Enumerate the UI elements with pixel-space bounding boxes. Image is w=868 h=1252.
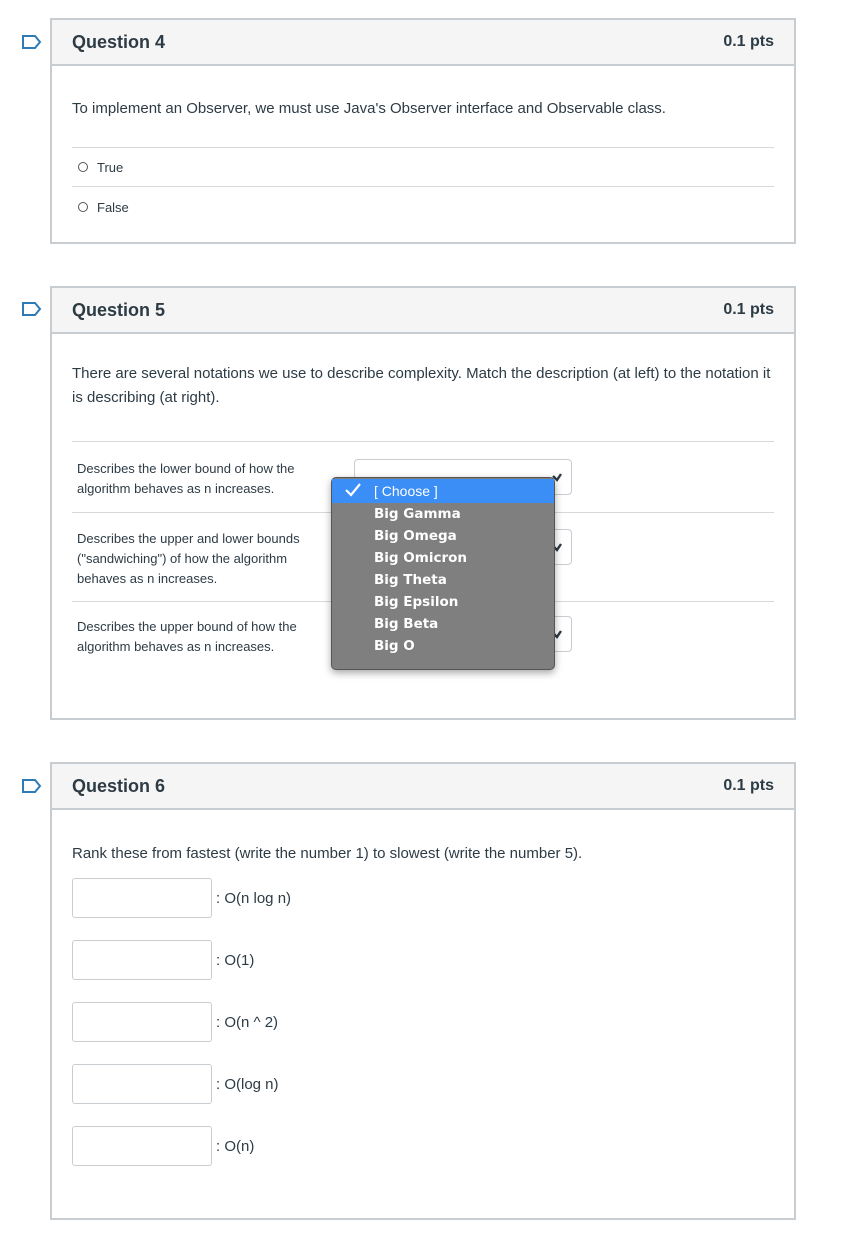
dropdown-option[interactable]: Big Omega [374,528,457,544]
rank-row [72,878,291,918]
rank-input[interactable] [72,1002,212,1042]
rank-label: : O(1) [216,951,255,969]
flag-question-5-icon[interactable] [22,302,42,316]
match-description: Describes the upper bound of how the algorithm behaves as n increases. [77,619,297,654]
question-header [52,288,794,334]
question-header [52,764,794,810]
dropdown-option[interactable]: Big Beta [374,616,439,632]
notation-dropdown-menu[interactable] [331,477,555,670]
option-label: [ Choose ] [374,483,438,499]
rank-label: : O(n ^ 2) [216,1013,279,1031]
answer-true[interactable] [72,147,774,186]
question-6 [50,762,796,1220]
dropdown-option[interactable]: Big O [374,638,415,654]
question-text: Rank these from fastest (write the number 1) to slowest (write the number 5). [72,845,583,862]
rank-input[interactable] [72,940,212,980]
question-text: To implement an Observer, we must use Java's Observer interface and Observable class. [72,100,666,117]
rank-label: : O(n log n) [216,889,292,907]
dropdown-option-choose[interactable] [332,479,554,503]
answer-false[interactable] [72,186,774,227]
question-points: 0.1 pts [723,301,774,318]
radio-button[interactable] [78,202,88,212]
answer-label: False [97,199,129,215]
question-title: Question 6 [72,775,166,796]
checkmark-icon [344,482,362,498]
dropdown-option[interactable]: Big Omicron [374,550,467,566]
question-header [52,20,794,66]
rank-input[interactable] [72,1126,212,1166]
question-title: Question 4 [72,31,166,52]
question-points: 0.1 pts [723,33,774,50]
question-points: 0.1 pts [723,777,774,794]
flag-question-6-icon[interactable] [22,779,42,793]
dropdown-option[interactable]: Big Theta [374,572,447,588]
rank-input[interactable] [72,1064,212,1104]
dropdown-option[interactable]: Big Epsilon [374,594,459,610]
rank-row [72,1002,278,1042]
match-description: Describes the upper and lower bounds ("sandwiching") of how the algorithm behaves as n increases. [77,531,300,586]
question-text: There are several notations we use to describe complexity. Match the description (at left) to the notation it is describing (at right). [72,365,771,406]
flag-question-4-icon[interactable] [22,35,42,49]
radio-button[interactable] [78,162,88,172]
rank-row [72,1126,254,1166]
question-4 [50,18,796,244]
rank-input[interactable] [72,878,212,918]
rank-row [72,1064,279,1104]
question-title: Question 5 [72,299,166,320]
rank-label: : O(log n) [216,1075,279,1093]
dropdown-option[interactable]: Big Gamma [374,506,461,522]
rank-row [72,940,254,980]
answer-label: True [97,159,124,175]
match-description: Describes the lower bound of how the algorithm behaves as n increases. [77,461,295,496]
rank-label: : O(n) [216,1137,255,1155]
